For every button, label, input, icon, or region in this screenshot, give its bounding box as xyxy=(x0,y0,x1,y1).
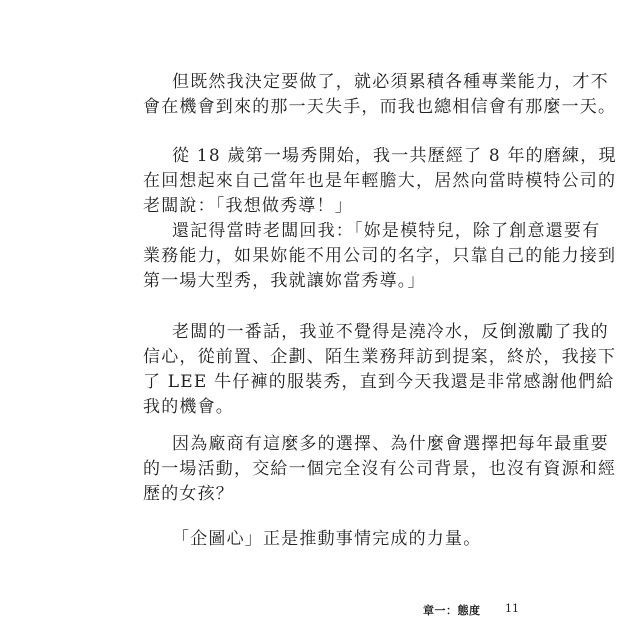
paragraph-2-line-3: 老闆說：「我想做秀導！」 xyxy=(143,196,353,216)
paragraph-1-line-1: 但既然我決定要做了，就必須累積各種專業能力，才不 xyxy=(172,72,609,92)
paragraph-5-line-2: 的一場活動，交給一個完全沒有公司背景，也沒有資源和經 xyxy=(143,459,617,479)
paragraph-4-line-3: 了 LEE 牛仔褲的服裝秀，直到今天我還是非常感謝他們給 xyxy=(143,372,615,392)
paragraph-6-line-1: 「企圖心」正是推動事情完成的力量。 xyxy=(172,529,482,549)
paragraph-5-line-1: 因為廠商有這麼多的選擇、為什麼會選擇把每年最重要 xyxy=(172,434,609,454)
paragraph-4-line-4: 我的機會。 xyxy=(143,397,234,417)
paragraph-4-line-2: 信心，從前置、企劃、陌生業務拜訪到提案，終於，我接下 xyxy=(143,347,617,367)
paragraph-2-line-1: 從 18 歲第一場秀開始，我一共歷經了 8 年的磨練，現 xyxy=(172,146,617,166)
paragraph-5-line-3: 歷的女孩？ xyxy=(143,484,234,504)
paragraph-2-line-2: 在回想起來自己當年也是年輕膽大，居然向當時模特公司的 xyxy=(143,171,617,191)
paragraph-3-line-3: 第一場大型秀，我就讓妳當秀導。」 xyxy=(143,271,426,291)
paragraph-1-line-2: 會在機會到來的那一天失手，而我也總相信會有那麼一天。 xyxy=(143,97,617,117)
chapter-running-footer: 章一：態度 xyxy=(423,604,481,617)
paragraph-3-line-2: 業務能力，如果妳能不用公司的名字，只靠自己的能力接到 xyxy=(143,246,617,266)
page-number: 11 xyxy=(505,602,519,615)
paragraph-4-line-1: 老闆的一番話，我並不覺得是澆冷水，反倒激勵了我的 xyxy=(172,322,609,342)
paragraph-3-line-1: 還記得當時老闆回我：「妳是模特兒，除了創意還要有 xyxy=(172,221,601,241)
